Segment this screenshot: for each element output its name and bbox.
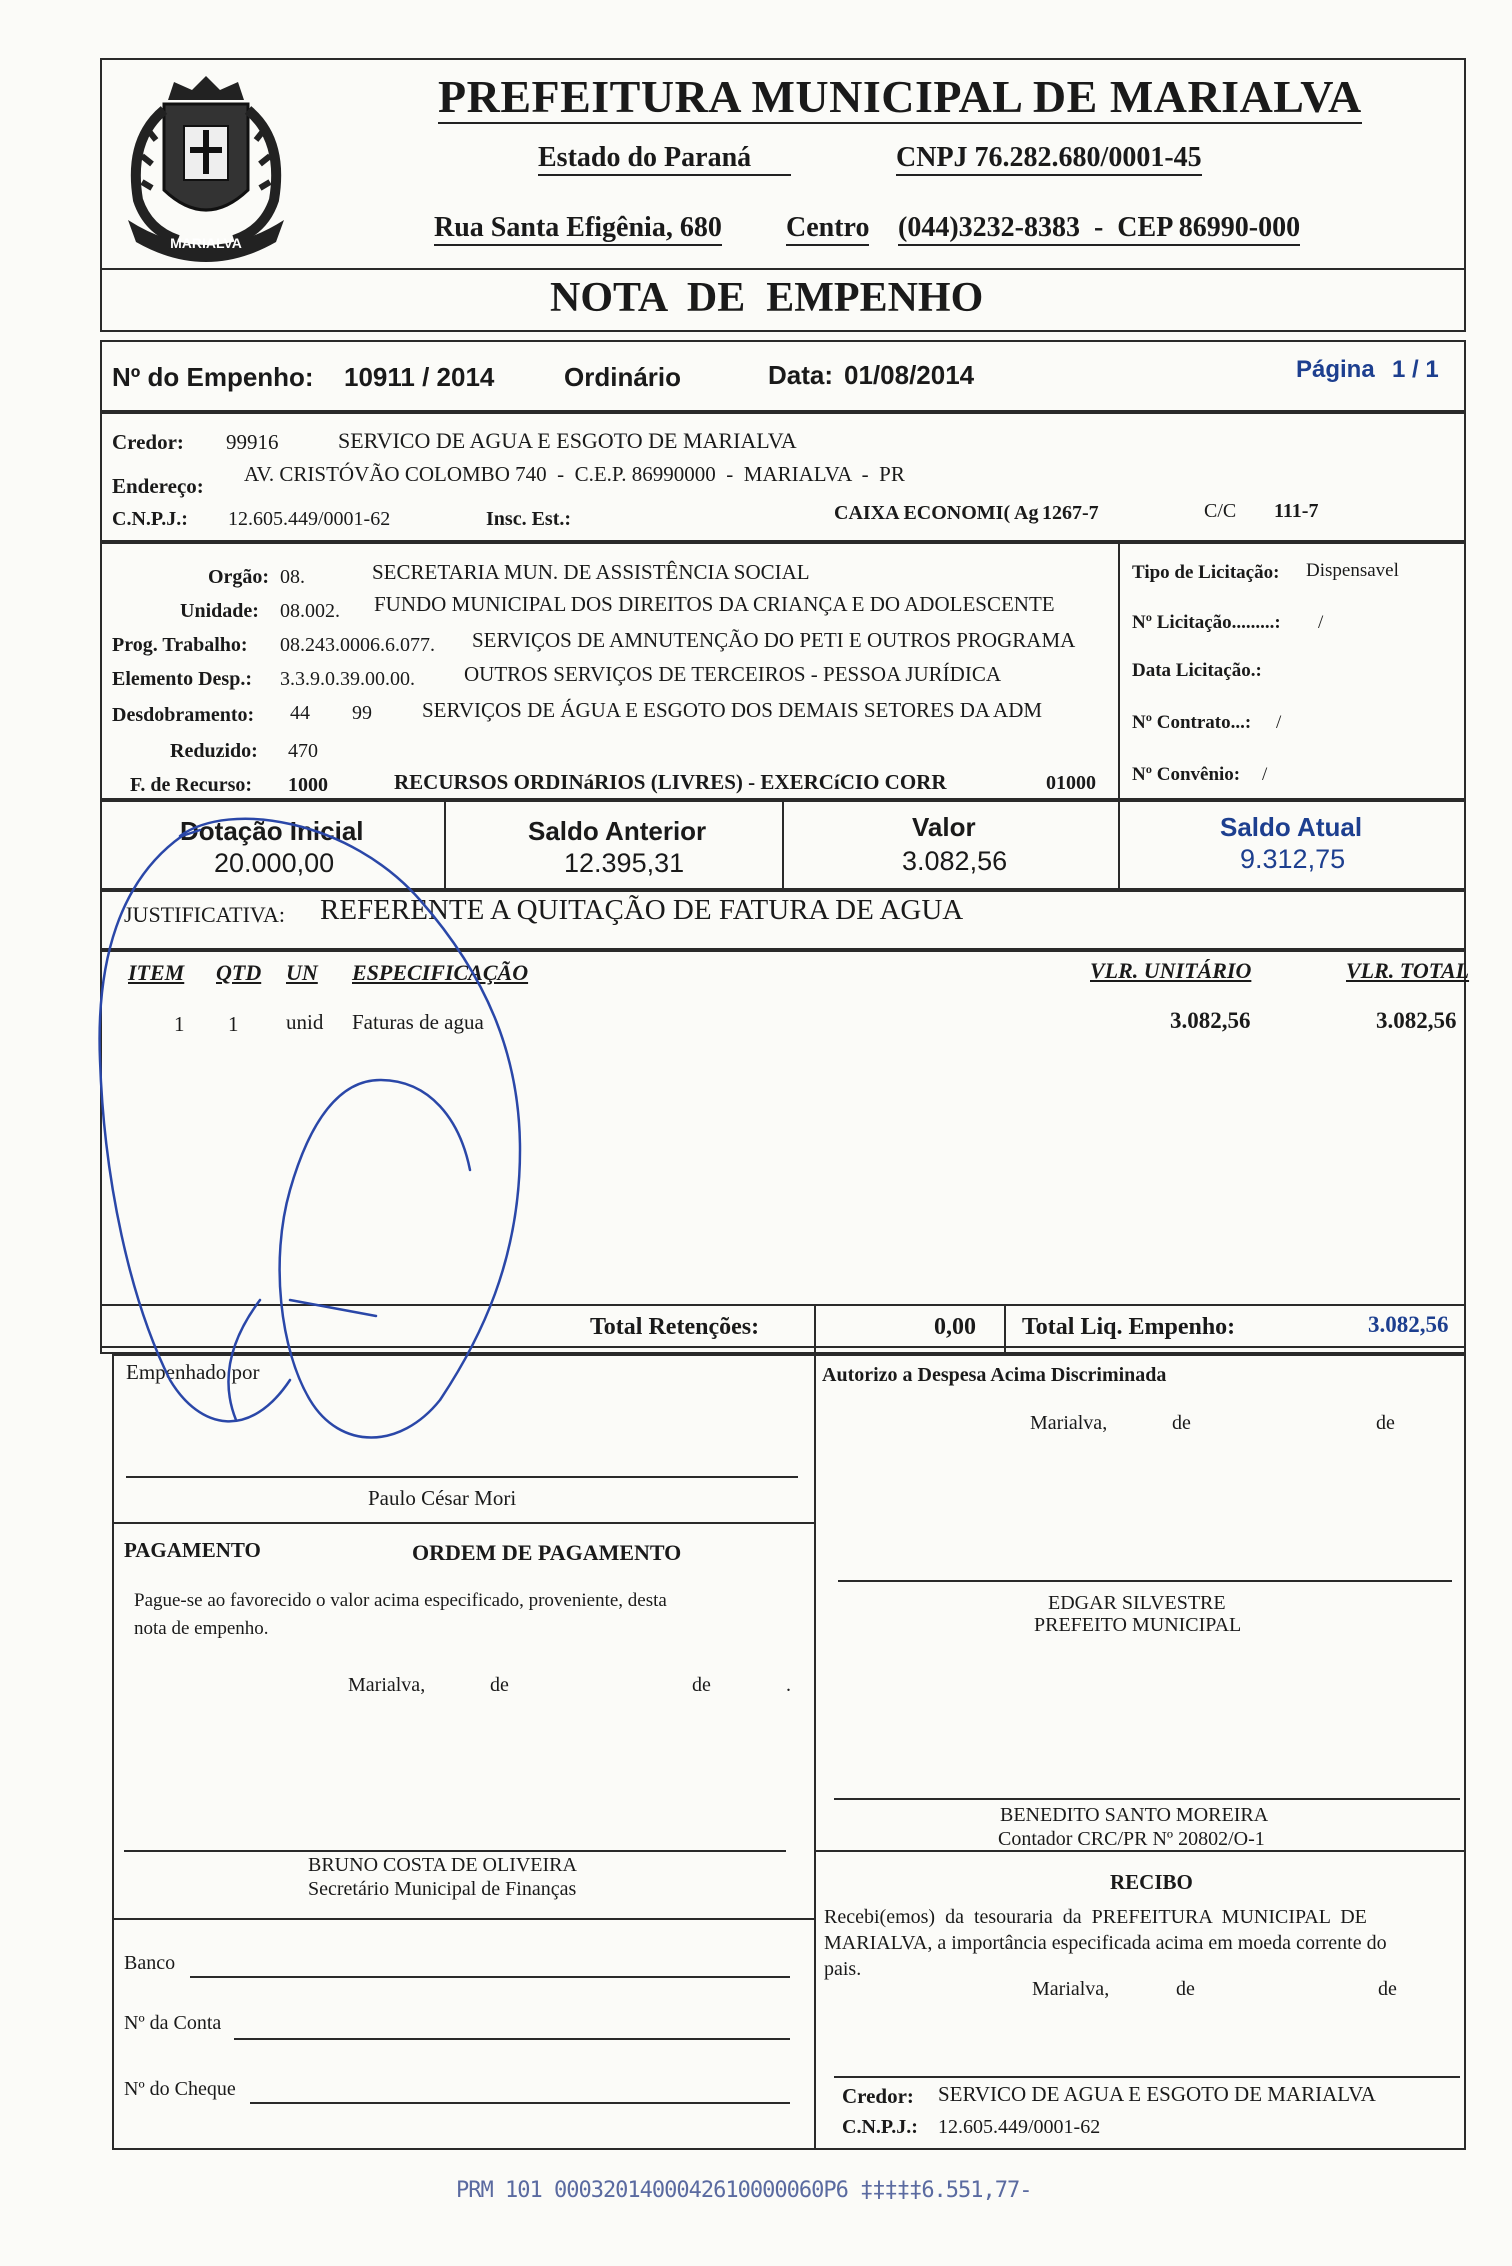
- banco-label: Banco: [124, 1952, 176, 1974]
- address-label: Rua Santa Efigênia, 680: [434, 212, 722, 246]
- saldo-anterior-value: 12.395,31: [564, 848, 685, 878]
- desdobramento-code2: 99: [352, 702, 372, 724]
- saldo-atual-value: 9.312,75: [1240, 844, 1346, 874]
- licitacao-tipo-label: Tipo de Licitação:: [1132, 562, 1280, 583]
- recibo-title: RECIBO: [1110, 1870, 1193, 1894]
- cnpj-field-value: 12.605.449/0001-62: [228, 508, 391, 530]
- orgao-code: 08.: [280, 566, 305, 588]
- credor-footer-label: Credor:: [842, 2084, 914, 2108]
- orgao-desc: SECRETARIA MUN. DE ASSISTÊNCIA SOCIAL: [372, 560, 810, 584]
- dotacao-value: 20.000,00: [214, 848, 335, 878]
- secretario-role: Secretário Municipal de Finanças: [308, 1878, 577, 1900]
- secretario-name: BRUNO COSTA DE OLIVEIRA: [308, 1854, 577, 1876]
- phone-cep-label: (044)3232-8383 - CEP 86990-000: [898, 212, 1300, 246]
- empenho-number-value: 10911 / 2014: [344, 362, 495, 392]
- credor-label: Credor:: [112, 430, 184, 454]
- credor-name: SERVICO DE AGUA E ESGOTO DE MARIALVA: [338, 428, 797, 453]
- credor-footer-name: SERVICO DE AGUA E ESGOTO DE MARIALVA: [938, 2082, 1376, 2106]
- col-un: UN: [286, 960, 318, 985]
- empenho-date-value: 01/08/2014: [844, 360, 975, 390]
- saldo-atual-label: Saldo Atual: [1220, 812, 1363, 842]
- justificativa-text: REFERENTE A QUITAÇÃO DE FATURA DE AGUA: [320, 894, 964, 926]
- unidade-desc: FUNDO MUNICIPAL DOS DIREITOS DA CRIANÇA E DO ADOLESCENTE: [374, 592, 1055, 616]
- desdobramento-code1: 44: [290, 702, 310, 724]
- row-un: unid: [286, 1010, 324, 1034]
- cc-label: C/C: [1204, 500, 1237, 522]
- total-retencoes-value: 0,00: [934, 1314, 976, 1340]
- pagamento-de2: de: [692, 1674, 711, 1696]
- prog-desc: SERVIÇOS DE AMNUTENÇÃO DO PETI E OUTROS PROGRAMA: [472, 628, 1076, 652]
- address-field-label: Endereço:: [112, 474, 204, 498]
- orgao-label: Orgão:: [208, 566, 270, 588]
- unidade-code: 08.002.: [280, 600, 340, 622]
- prog-code: 08.243.0006.6.077.: [280, 634, 435, 656]
- fonte-desc: RECURSOS ORDINáRIOS (LIVRES) - EXERCíCIO CORR: [394, 770, 947, 794]
- address-field-value: AV. CRISTÓVÃO COLOMBO 740 - C.E.P. 86990000 - MARIALVA - PR: [244, 462, 905, 486]
- convenio-value: /: [1262, 764, 1268, 785]
- ordem-pagamento-label: ORDEM DE PAGAMENTO: [412, 1540, 682, 1565]
- empenhado-label: Empenhado por: [126, 1360, 260, 1384]
- recibo-line2: MARIALVA, a importância especificada acima em moeda corrente do: [824, 1932, 1387, 1954]
- desdobramento-label: Desdobramento:: [112, 704, 255, 726]
- fonte-num: 01000: [1046, 772, 1096, 794]
- row-unit-value: 3.082,56: [1170, 1008, 1251, 1033]
- fonte-label: F. de Recurso:: [130, 774, 253, 796]
- district-label: Centro: [786, 212, 869, 246]
- autorizo-de1: de: [1172, 1412, 1191, 1434]
- bank-name: CAIXA ECONOMI( Ag: [834, 502, 1039, 524]
- recibo-line3: pais.: [824, 1958, 862, 1980]
- dotacao-label: Dotação Inicial: [180, 816, 364, 846]
- bank-agency: 1267-7: [1042, 502, 1099, 524]
- credor-footer-cnpj-label: C.N.P.J.:: [842, 2116, 918, 2138]
- autorizo-label: Autorizo a Despesa Acima Discriminada: [822, 1364, 1167, 1386]
- col-unit-value: VLR. UNITÁRIO: [1090, 958, 1252, 983]
- justificativa-label: JUSTIFICATIVA:: [124, 902, 285, 927]
- bank-stamp: PRM 101 0003201400042610000060P6 ‡‡‡‡‡6.551,77-: [456, 2178, 1032, 2203]
- saldo-anterior-label: Saldo Anterior: [528, 816, 707, 846]
- unidade-label: Unidade:: [180, 600, 259, 622]
- contador-name: BENEDITO SANTO MOREIRA: [1000, 1804, 1269, 1826]
- prefeito-role: PREFEITO MUNICIPAL: [1034, 1614, 1242, 1636]
- autorizo-de2: de: [1376, 1412, 1395, 1434]
- row-qtd: 1: [228, 1012, 239, 1036]
- elemento-code: 3.3.9.0.39.00.00.: [280, 668, 415, 690]
- valor-value: 3.082,56: [902, 846, 1008, 876]
- reduzido-label: Reduzido:: [170, 740, 258, 762]
- pagamento-de1: de: [490, 1674, 509, 1696]
- page-number-value: 1 / 1: [1392, 356, 1439, 383]
- row-spec: Faturas de agua: [352, 1010, 484, 1034]
- elemento-label: Elemento Desp.:: [112, 668, 252, 690]
- row-total-value: 3.082,56: [1376, 1008, 1457, 1033]
- col-spec: ESPECIFICAÇÃO: [352, 960, 529, 985]
- empenhado-name: Paulo César Mori: [368, 1486, 517, 1510]
- licitacao-num-label: Nº Licitação.........:: [1132, 612, 1281, 633]
- insc-est-label: Insc. Est.:: [486, 508, 572, 530]
- licitacao-tipo-value: Dispensavel: [1306, 560, 1399, 581]
- cnpj-field-label: C.N.P.J.:: [112, 508, 188, 530]
- pagamento-text2: nota de empenho.: [134, 1618, 269, 1639]
- credor-footer-cnpj-value: 12.605.449/0001-62: [938, 2116, 1101, 2138]
- valor-label: Valor: [912, 812, 976, 842]
- pagamento-dot: .: [786, 1674, 791, 1696]
- pagamento-label: PAGAMENTO: [124, 1538, 261, 1562]
- recibo-de2: de: [1378, 1978, 1397, 2000]
- empenho-date-label: Data:: [768, 360, 834, 390]
- total-liq-label: Total Liq. Empenho:: [1022, 1314, 1236, 1340]
- row-item: 1: [174, 1012, 185, 1036]
- cheque-label: Nº do Cheque: [124, 2078, 236, 2100]
- col-item: ITEM: [128, 960, 185, 985]
- contrato-label: Nº Contrato...:: [1132, 712, 1252, 733]
- contrato-value: /: [1276, 712, 1282, 733]
- page-title: PREFEITURA MUNICIPAL DE MARIALVA: [438, 71, 1362, 122]
- conta-label: Nº da Conta: [124, 2012, 222, 2034]
- col-qtd: QTD: [216, 960, 262, 985]
- state-label: Estado do Paraná: [538, 142, 791, 176]
- reduzido-value: 470: [288, 740, 318, 762]
- pagamento-city: Marialva,: [348, 1674, 426, 1696]
- contador-role: Contador CRC/PR Nº 20802/O-1: [998, 1828, 1265, 1850]
- page-number-label: Página: [1296, 356, 1375, 383]
- recibo-city: Marialva,: [1032, 1978, 1110, 2000]
- autorizo-city: Marialva,: [1030, 1412, 1108, 1434]
- doc-title: NOTA DE EMPENHO: [550, 275, 984, 321]
- convenio-label: Nº Convênio:: [1132, 764, 1241, 785]
- col-total-value: VLR. TOTAL: [1346, 958, 1470, 983]
- total-retencoes-label: Total Retenções:: [590, 1314, 760, 1340]
- empenho-number-label: Nº do Empenho:: [112, 362, 314, 392]
- credor-code: 99916: [226, 430, 279, 454]
- recibo-line1: Recebi(emos) da tesouraria da PREFEITURA MUNICIPAL DE: [824, 1906, 1367, 1928]
- recibo-de1: de: [1176, 1978, 1195, 2000]
- desdobramento-desc: SERVIÇOS DE ÁGUA E ESGOTO DOS DEMAIS SETORES DA ADM: [422, 698, 1043, 722]
- prefeito-name: EDGAR SILVESTRE: [1048, 1592, 1226, 1614]
- empenho-type: Ordinário: [564, 362, 682, 392]
- licitacao-data-label: Data Licitação.:: [1132, 660, 1262, 681]
- svg-text:MARIALVA: MARIALVA: [170, 235, 242, 251]
- prog-label: Prog. Trabalho:: [112, 634, 248, 656]
- pagamento-text1: Pague-se ao favorecido o valor acima especificado, proveniente, desta: [134, 1590, 667, 1611]
- elemento-desc: OUTROS SERVIÇOS DE TERCEIROS - PESSOA JURÍDICA: [464, 662, 1002, 686]
- cnpj-label: CNPJ 76.282.680/0001-45: [896, 142, 1202, 176]
- licitacao-num-value: /: [1318, 612, 1324, 633]
- total-liq-value: 3.082,56: [1368, 1312, 1449, 1337]
- fonte-code: 1000: [288, 774, 328, 796]
- cc-value: 111-7: [1274, 500, 1319, 522]
